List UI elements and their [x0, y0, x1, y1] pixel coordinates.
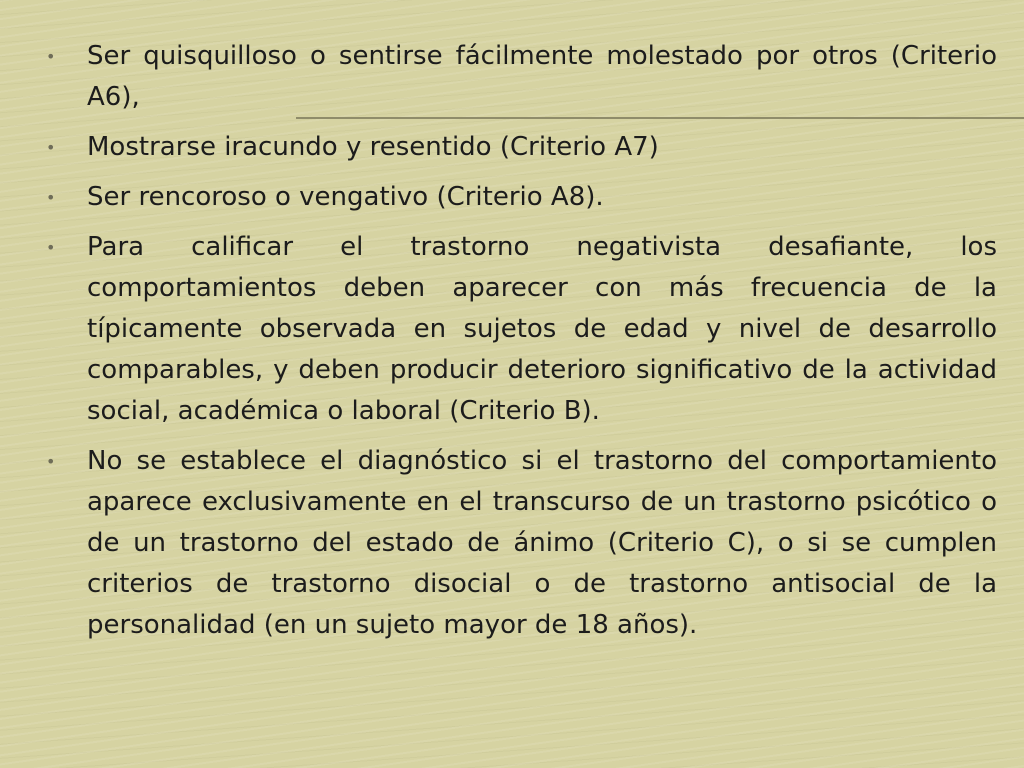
bullet-item: [46, 36, 997, 118]
bullet-text: Para calificar el trastorno negativista desafiante, los comportamientos deben aparecer con más frecuencia de la típicamente observada en sujetos de edad y nivel de desarrollo comparables, y deben producir deterioro significativo de la actividad social, académica o laboral (Criterio B).: [87, 232, 997, 426]
bullet-list: [46, 36, 997, 655]
bullet-dot-icon: •: [46, 138, 56, 157]
bullet-item: [46, 127, 997, 168]
bullet-text: Mostrarse iracundo y resentido (Criterio A7): [87, 132, 659, 162]
bullet-text: Ser quisquilloso o sentirse fácilmente molestado por otros (Criterio A6),: [87, 41, 997, 112]
bullet-item: [46, 441, 997, 646]
bullet-dot-icon: •: [46, 452, 56, 471]
bullet-dot-icon: •: [46, 238, 56, 257]
bullet-item: [46, 177, 997, 218]
bullet-dot-icon: •: [46, 47, 56, 66]
bullet-text: No se establece el diagnóstico si el trastorno del comportamiento aparece exclusivamente en el transcurso de un trastorno psicótico o de un trastorno del estado de ánimo (Criterio C), o si se cumplen criterios de trastorno disocial o de trastorno antisocial de la personalidad (en un sujeto mayor de 18 años).: [87, 446, 997, 640]
bullet-item: [46, 227, 997, 432]
bullet-dot-icon: •: [46, 188, 56, 207]
bullet-text: Ser rencoroso o vengativo (Criterio A8).: [87, 182, 604, 212]
